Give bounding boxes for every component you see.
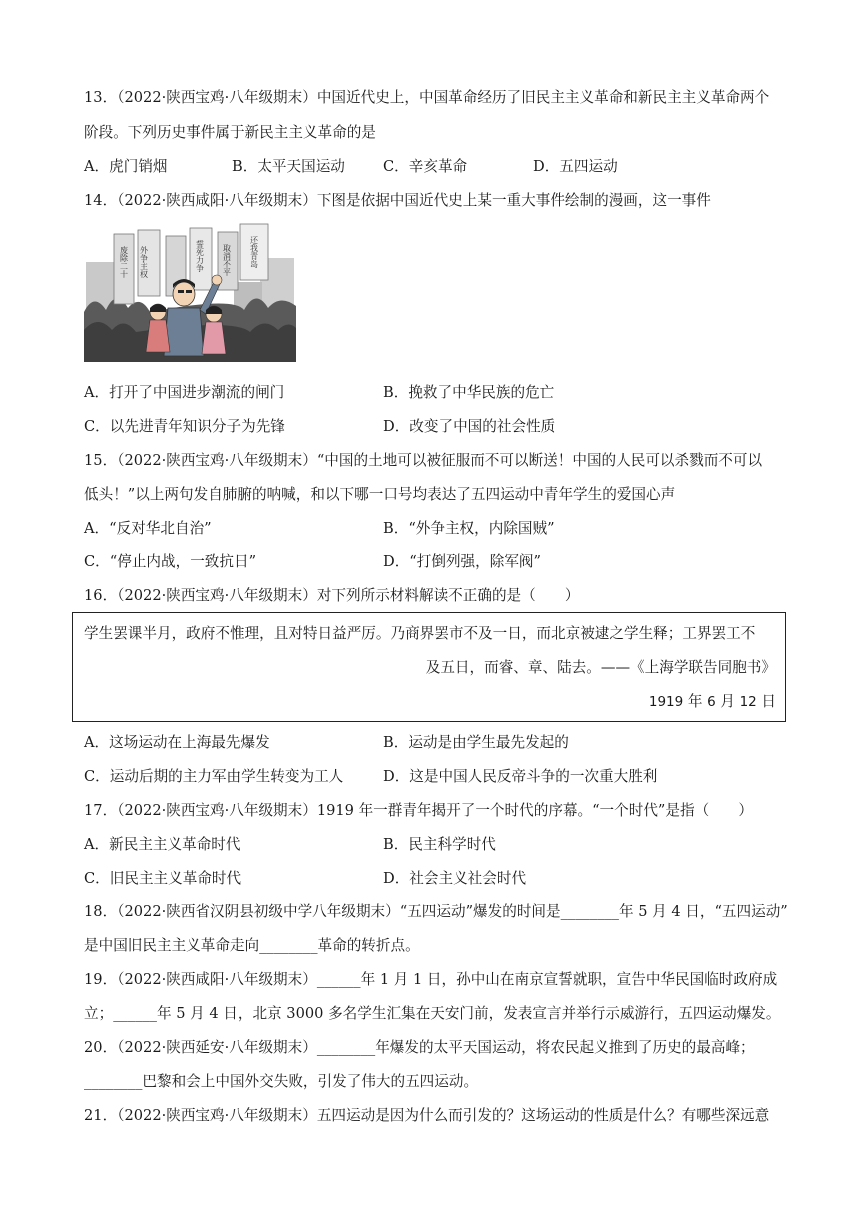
q15-stem-line1: 15．（2022·陕西宝鸡·八年级期末）“中国的土地可以被征服而不可以断送！中国的人民可以杀戮而不可以 <box>84 452 763 469</box>
svg-text:废除二十: 废除二十 <box>119 246 129 278</box>
q21-stem-line1: 21．（2022·陕西宝鸡·八年级期末）五四运动是因为什么而引发的？这场运动的性质是什么？有哪些深远意 <box>84 1107 770 1124</box>
q16-material-box <box>72 612 786 722</box>
q20-stem-line2: ________巴黎和会上中国外交失败，引发了伟大的五四运动。 <box>84 1073 479 1090</box>
q16-quote-date: 1919 年 6 月 12 日 <box>648 693 776 710</box>
protest-cartoon-image <box>84 222 296 362</box>
q13-stem-line2: 阶段。下列历史事件属于新民主主义革命的是 <box>84 124 376 141</box>
q14-option-d: D．改变了中国的社会性质 <box>383 418 556 435</box>
q15-option-b: B．“外争主权，内除国贼” <box>383 520 555 537</box>
q15-stem-line2: 低头！”以上两句发自肺腑的呐喊，和以下哪一口号均表达了五四运动中青年学生的爱国心声 <box>84 486 676 503</box>
q13-option-b: B．太平天国运动 <box>232 158 345 175</box>
q18-stem-line1: 18．（2022·陕西省汉阴县初级中学八年级期末）“五四运动”爆发的时间是________年 5 月 4 日，“五四运动” <box>84 903 788 920</box>
q17-option-a: A．新民主主义革命时代 <box>84 836 241 853</box>
q14-option-c: C．以先进青年知识分子为先锋 <box>84 418 285 435</box>
q13-option-c: C．辛亥革命 <box>383 158 468 175</box>
svg-text:还我青岛: 还我青岛 <box>249 236 259 268</box>
q19-stem-line1: 19．（2022·陕西咸阳·八年级期末）______年 1 月 1 日，孙中山在南京宣誓就职，宣告中华民国临时政府成 <box>84 971 778 988</box>
svg-text:誓死力争: 誓死力争 <box>195 240 205 272</box>
q13-option-a: A．虎门销烟 <box>84 158 168 175</box>
q16-option-d: D．这是中国人民反帝斗争的一次重大胜利 <box>383 768 658 785</box>
q15-option-d: D．“打倒列强，除军阀” <box>383 553 541 570</box>
q15-option-a: A．“反对华北自治” <box>84 520 212 537</box>
q16-quote-line2: 及五日，而睿、章、陆去。——《上海学联告同胞书》 <box>425 659 776 676</box>
q16-option-c: C．运动后期的主力军由学生转变为工人 <box>84 768 344 785</box>
q14-option-b: B．挽救了中华民族的危亡 <box>383 384 555 401</box>
q16-option-b: B．运动是由学生最先发起的 <box>383 734 569 751</box>
svg-text:外争主权: 外争主权 <box>139 246 149 278</box>
q13-stem-line1: 13．（2022·陕西宝鸡·八年级期末）中国近代史上，中国革命经历了旧民主主义革命和新民主主义革命两个 <box>84 89 770 106</box>
q16-stem-line1: 16．（2022·陕西宝鸡·八年级期末）对下列所示材料解读不正确的是（ ） <box>84 587 580 604</box>
q14-stem-line1: 14．（2022·陕西咸阳·八年级期末）下图是依据中国近代史上某一重大事件绘制的漫画，这一事件 <box>84 192 711 209</box>
q16-option-a: A．这场运动在上海最先爆发 <box>84 734 270 751</box>
q15-option-c: C．“停止内战，一致抗日” <box>84 553 257 570</box>
q17-stem-line1: 17．（2022·陕西宝鸡·八年级期末）1919 年一群青年揭开了一个时代的序幕。“一个时代”是指（ ） <box>84 802 753 819</box>
q20-stem-line1: 20．（2022·陕西延安·八年级期末）________年爆发的太平天国运动，将农民起义推到了历史的最高峰； <box>84 1039 755 1056</box>
q18-stem-line2: 是中国旧民主主义革命走向________革命的转折点。 <box>84 937 420 954</box>
q14-option-a: A．打开了中国进步潮流的闸门 <box>84 384 285 401</box>
q13-option-d: D．五四运动 <box>533 158 618 175</box>
q17-option-d: D．社会主义社会时代 <box>383 870 527 887</box>
q17-option-b: B．民主科学时代 <box>383 836 496 853</box>
q16-quote-line1: 学生罢课半月，政府不惟理，且对特日益严厉。乃商界罢市不及一日，而北京被逮之学生释；工界罢工不 <box>84 625 756 642</box>
svg-text:取消不平: 取消不平 <box>222 244 232 276</box>
q17-option-c: C．旧民主主义革命时代 <box>84 870 242 887</box>
q19-stem-line2: 立；______年 5 月 4 日，北京 3000 多名学生汇集在天安门前，发表宣言并举行示威游行，五四运动爆发。 <box>84 1005 781 1022</box>
